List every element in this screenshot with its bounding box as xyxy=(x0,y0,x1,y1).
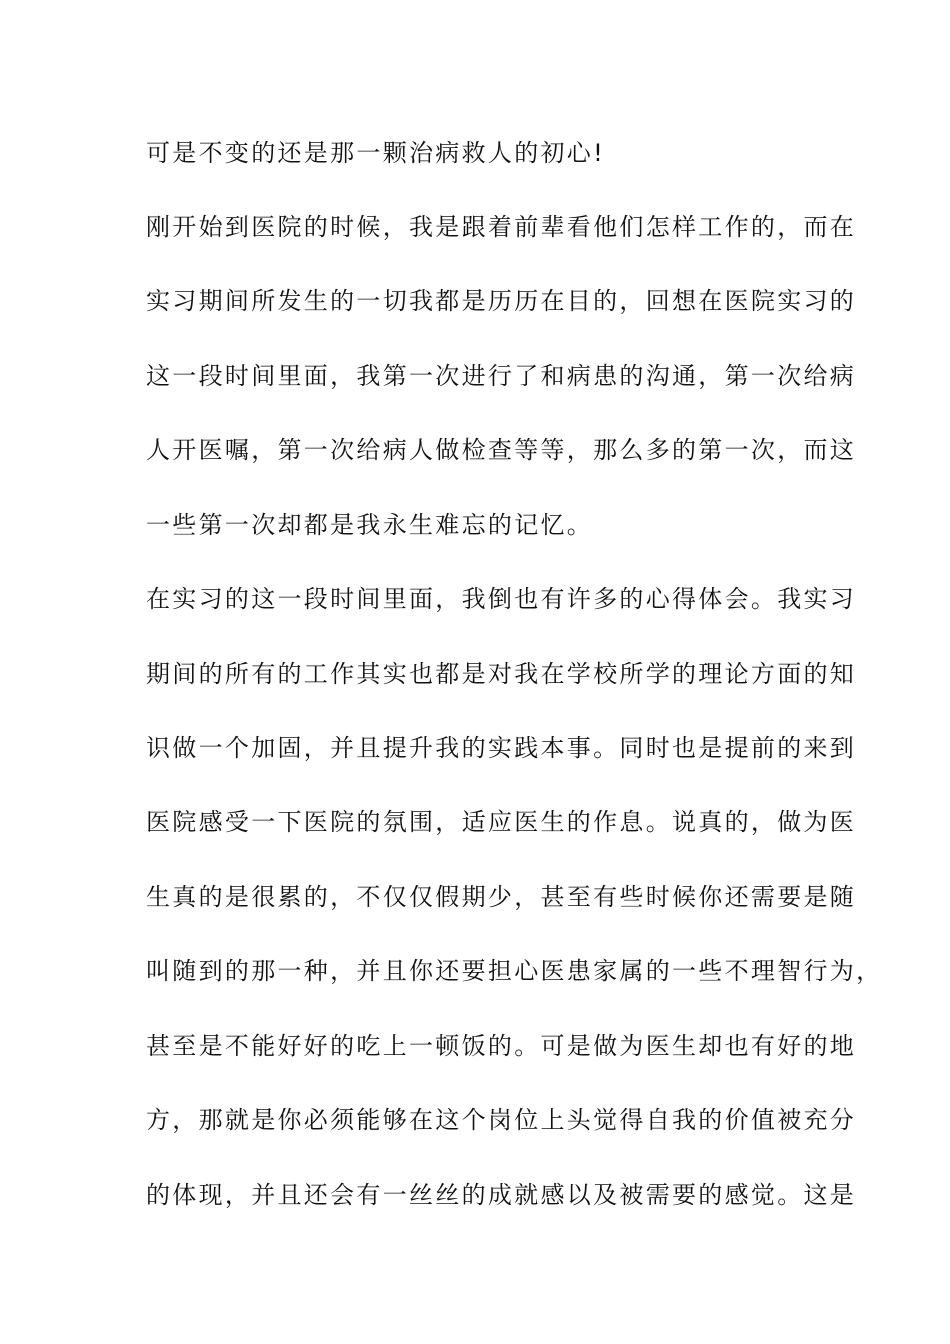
text-line: 方，那就是你必须能够在这个岗位上头觉得自我的价值被充分 xyxy=(146,1106,857,1134)
text-line: 一些第一次却都是我永生难忘的记忆。 xyxy=(146,511,594,539)
text-line: 人开医嘱，第一次给病人做检查等等，那么多的第一次，而这 xyxy=(146,436,857,464)
text-line: 的体现，并且还会有一丝丝的成就感以及被需要的感觉。这是 xyxy=(146,1181,857,1209)
text-line: 医院感受一下医院的氛围，适应医生的作息。说真的，做为医 xyxy=(146,808,857,836)
text-line: 甚至是不能好好的吃上一顿饭的。可是做为医生却也有好的地 xyxy=(146,1032,857,1060)
text-line: 期间的所有的工作其实也都是对我在学校所学的理论方面的知 xyxy=(146,660,857,688)
text-line: 叫随到的那一种，并且你还要担心医患家属的一些不理智行为， xyxy=(146,957,883,985)
text-line: 这一段时间里面，我第一次进行了和病患的沟通，第一次给病 xyxy=(146,362,857,390)
text-line: 识做一个加固，并且提升我的实践本事。同时也是提前的来到 xyxy=(146,734,857,762)
text-line: 可是不变的还是那一颗治病救人的初心! xyxy=(146,139,606,167)
text-line: 生真的是很累的，不仅仅假期少，甚至有些时候你还需要是随 xyxy=(146,883,857,911)
text-line: 实习期间所发生的一切我都是历历在目的，回想在医院实习的 xyxy=(146,287,857,315)
text-line: 刚开始到医院的时候，我是跟着前辈看他们怎样工作的，而在 xyxy=(146,213,857,241)
text-line: 在实习的这一段时间里面，我倒也有许多的心得体会。我实习 xyxy=(146,585,857,613)
